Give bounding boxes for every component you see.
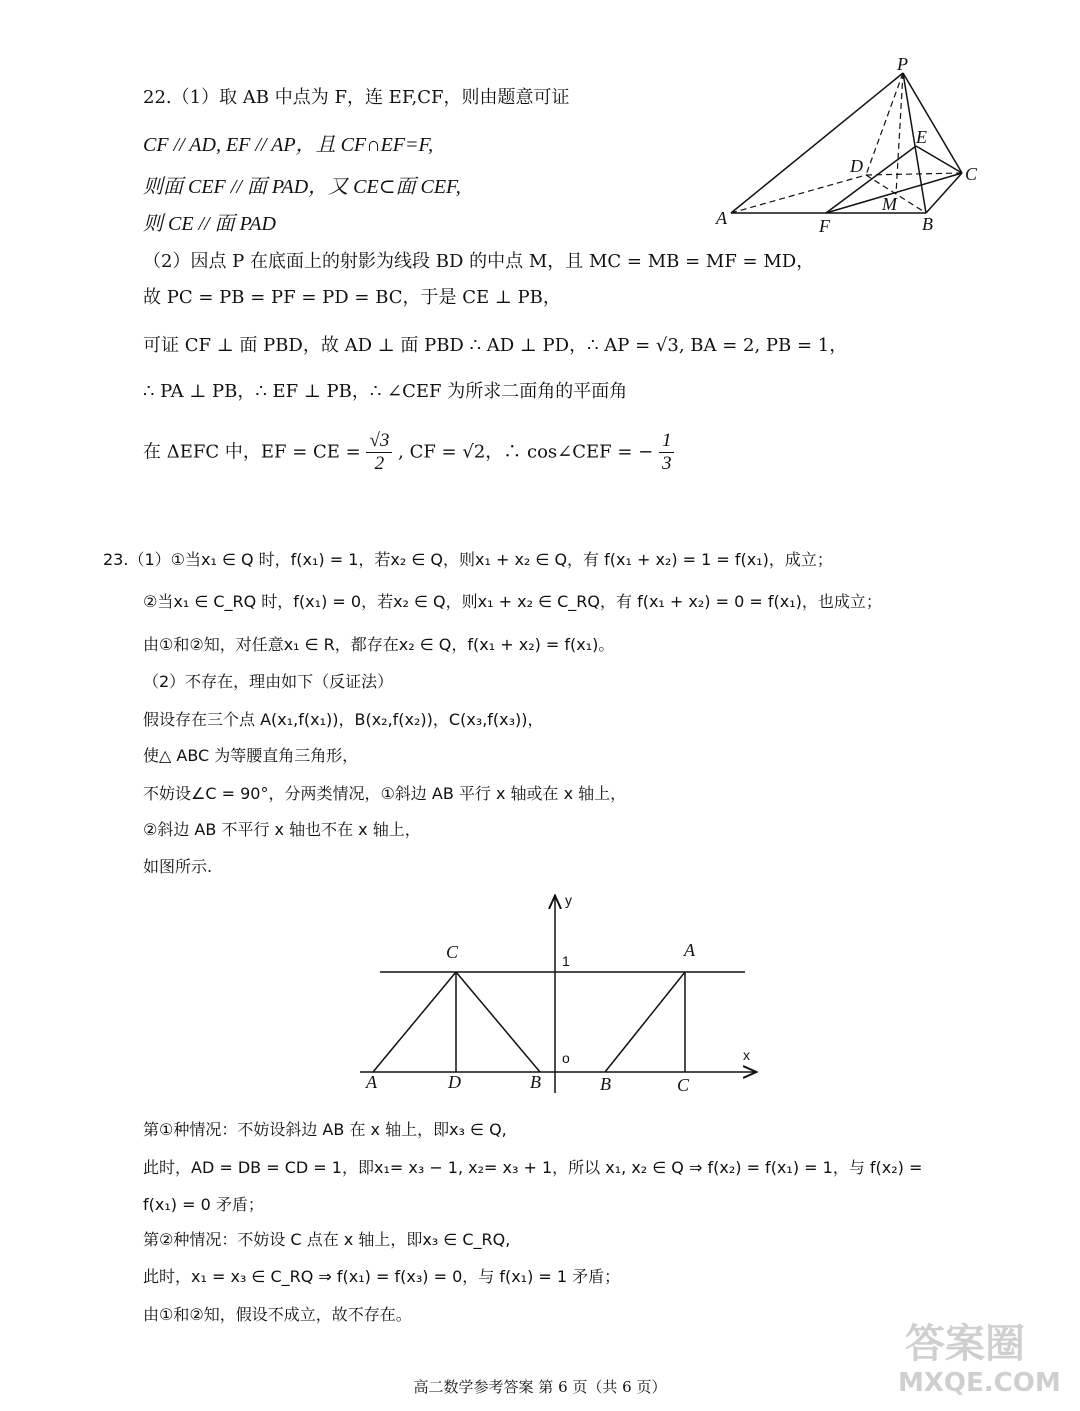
label-F: F bbox=[819, 216, 830, 236]
label-D: D bbox=[850, 156, 863, 176]
label-x: x bbox=[743, 1047, 750, 1063]
q23-line-12: f(x₁) = 0 矛盾； bbox=[143, 1195, 264, 1214]
label-A-right: A bbox=[684, 940, 695, 960]
q22-line-9b: , CF = √2，∴ cos∠CEF = − bbox=[398, 441, 654, 463]
label-C: C bbox=[965, 164, 978, 184]
label-B-right: B bbox=[600, 1074, 611, 1094]
fraction-denominator: 3 bbox=[661, 453, 672, 474]
q23-line-4: （2）不存在，理由如下（反证法） bbox=[143, 672, 394, 691]
q23-line-6: 使△ ABC 为等腰直角三角形， bbox=[143, 746, 359, 765]
edge-PM bbox=[896, 73, 903, 194]
q23-line-13: 第②种情况：不妨设 C 点在 x 轴上，即x₃ ∈ C_RQ, bbox=[143, 1230, 511, 1249]
q23-line-1: 23.（1）①当x₁ ∈ Q 时，f(x₁) = 1，若x₂ ∈ Q，则x₁ + x₂ ∈ Q，有 f(x₁ + x₂) = 1 = f(x₁)，成立； bbox=[103, 550, 833, 569]
q22-line-6: 故 PC = PB = PF = PD = BC，于是 CE ⊥ PB， bbox=[143, 287, 561, 308]
left-triangle-CB bbox=[456, 972, 540, 1072]
edge-EC bbox=[916, 146, 962, 173]
q22-line-1: 22.（1）取 AB 中点为 F，连 EF,CF，则由题意可证 bbox=[143, 87, 570, 108]
fraction-1-over-3 bbox=[659, 430, 675, 475]
label-B: B bbox=[922, 214, 933, 234]
q23-line-8: ②斜边 AB 不平行 x 轴也不在 x 轴上， bbox=[143, 820, 421, 839]
q22-line-4: 则 CE // 面 PAD bbox=[143, 213, 276, 235]
fraction-numerator: √3 bbox=[366, 430, 392, 453]
label-B-left: B bbox=[530, 1072, 541, 1092]
label-A: A bbox=[716, 208, 727, 228]
q23-line-10: 第①种情况：不妨设斜边 AB 在 x 轴上，即x₃ ∈ Q, bbox=[143, 1120, 507, 1139]
fraction-sqrt3-over-2 bbox=[366, 430, 392, 475]
q23-line-2: ②当x₁ ∈ C_RQ 时，f(x₁) = 0，若x₂ ∈ Q，则x₁ + x₂ ∈ C_RQ，有 f(x₁ + x₂) = 0 = f(x₁)，也成立； bbox=[143, 592, 882, 611]
label-y: y bbox=[565, 892, 572, 908]
q23-line-3: 由①和②知，对任意x₁ ∈ R，都存在x₂ ∈ Q，f(x₁ + x₂) = f(x₁)。 bbox=[143, 635, 615, 654]
pyramid-figure bbox=[700, 50, 1000, 240]
q22-line-2: CF // AD, EF // AP，且 CF∩EF=F, bbox=[143, 134, 434, 156]
q23-line-15: 由①和②知，假设不成立，故不存在。 bbox=[143, 1305, 412, 1324]
fraction-numerator: 1 bbox=[659, 430, 675, 453]
q23-line-14: 此时，x₁ = x₃ ∈ C_RQ ⇒ f(x₁) = f(x₃) = 0，与 f(x₁) = 1 矛盾； bbox=[143, 1267, 621, 1286]
q23-line-5: 假设存在三个点 A(x₁,f(x₁))，B(x₂,f(x₂))，C(x₃,f(x₃))， bbox=[143, 710, 544, 729]
watermark-logo: 答案圈 bbox=[905, 1321, 1025, 1367]
label-A-left: A bbox=[366, 1072, 377, 1092]
q22-line-9 bbox=[143, 430, 674, 475]
label-P: P bbox=[897, 54, 908, 74]
label-M: M bbox=[882, 194, 897, 214]
left-triangle-AC bbox=[373, 972, 456, 1072]
label-C-right: C bbox=[677, 1075, 690, 1095]
label-one: 1 bbox=[562, 953, 570, 969]
label-origin: o bbox=[562, 1050, 570, 1066]
q23-line-11: 此时，AD = DB = CD = 1，即x₁= x₃ − 1, x₂= x₃ + 1，所以 x₁, x₂ ∈ Q ⇒ f(x₂) = f(x₁) = 1，与 f(x₂) = bbox=[143, 1158, 923, 1177]
q22-line-7: 可证 CF ⊥ 面 PBD，故 AD ⊥ 面 PBD ∴ AD ⊥ PD，∴ AP = √3, BA = 2, PB = 1， bbox=[143, 335, 848, 356]
fraction-denominator: 2 bbox=[374, 453, 385, 474]
watermark-url: MXQE.COM bbox=[898, 1368, 1061, 1398]
edge-EF bbox=[826, 146, 916, 213]
q23-line-9: 如图所示. bbox=[143, 857, 213, 876]
label-D: D bbox=[448, 1072, 461, 1092]
page-footer: 高二数学参考答案 第 6 页（共 6 页） bbox=[413, 1378, 667, 1396]
q22-line-9a: 在 ΔEFC 中，EF = CE = bbox=[143, 441, 361, 463]
q22-line-3: 则面 CEF // 面 PAD，又 CE⊂面 CEF, bbox=[143, 176, 461, 198]
q22-line-8: ∴ PA ⊥ PB，∴ EF ⊥ PB，∴ ∠CEF 为所求二面角的平面角 bbox=[143, 381, 628, 402]
q22-line-5: （2）因点 P 在底面上的射影为线段 BD 的中点 M，且 MC = MB = MF = MD， bbox=[143, 251, 815, 272]
label-E: E bbox=[916, 127, 927, 147]
right-triangle-BA bbox=[605, 972, 685, 1072]
q23-line-7: 不妨设∠C = 90°，分两类情况，①斜边 AB 平行 x 轴或在 x 轴上， bbox=[143, 784, 627, 803]
label-C-left: C bbox=[446, 942, 459, 962]
coordinate-figure bbox=[350, 885, 770, 1100]
